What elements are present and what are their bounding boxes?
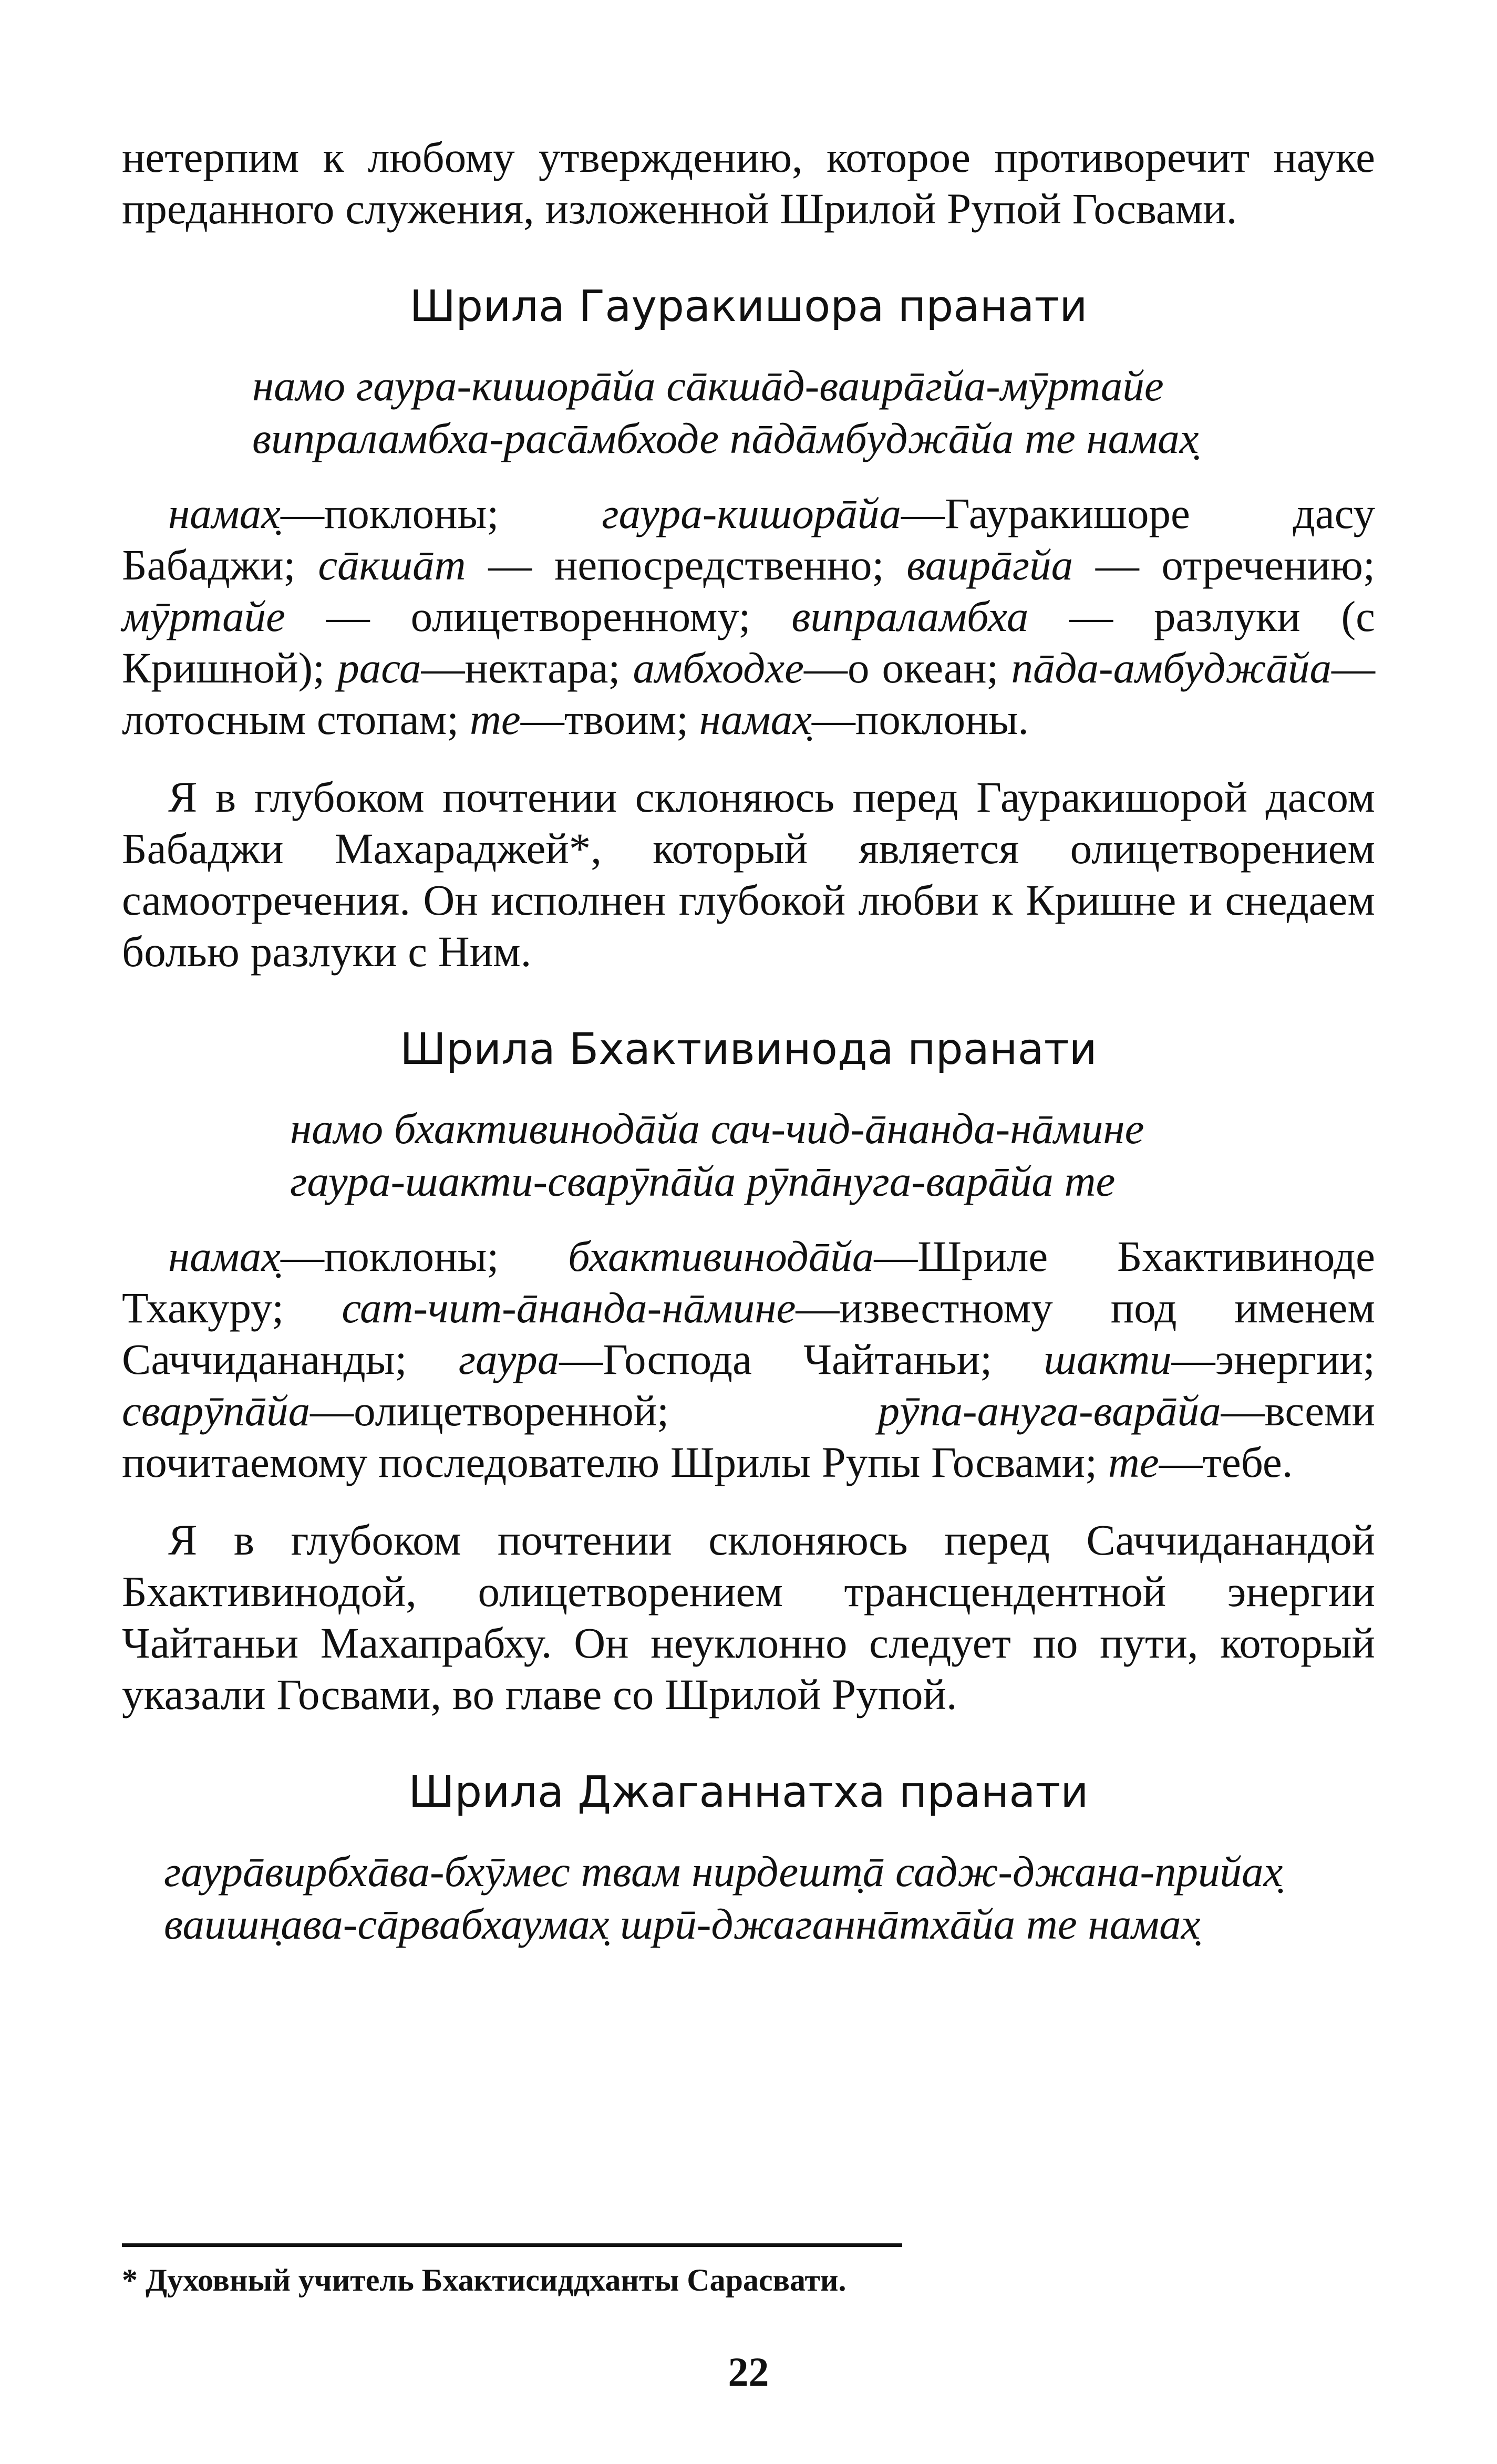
continued-paragraph: нетерпим к любому утверждению, которое противоречит науке преданного служения, изложенной Шрилой Рупой Госвами.	[122, 133, 1375, 233]
gloss-meaning: —Шриле Бхактивиноде Тхакуру;	[122, 1232, 1375, 1332]
section-heading-bhaktivinoda: Шрила Бхактивинода пранати	[400, 1024, 1097, 1074]
translation-bhaktivinoda: Я в глубоком почтении склоняюсь перед Саччиданандой Бхактивинодой, олицетворением трансцендентной энергии Чайтаньи Махапрабху. Он неуклонно следует по пути, который указали Госвами, во главе со Шрилой Рупой.	[122, 1516, 1375, 1718]
gloss-meaning: —о океан;	[803, 644, 1011, 692]
verse-line: намо бхактивинодāйа сач-чид-āнанда-нāмине	[290, 1104, 1144, 1153]
gloss-meaning: — олицетворенному;	[285, 592, 792, 640]
word-gloss-gaurakishora	[122, 488, 1375, 745]
gloss-meaning: —Господа Чайтаньи;	[559, 1335, 1044, 1383]
section-heading-gaurakishora: Шрила Гауракишора пранати	[409, 282, 1088, 332]
gloss-meaning: —всеми почитаемому последователю Шрилы Рупы Госвами;	[122, 1386, 1375, 1486]
footnote-rule	[122, 2243, 902, 2247]
gloss-term: сāкшāт	[318, 541, 466, 589]
footnote: * Духовный учитель Бхактисиддханты Сарасвати.	[122, 2263, 846, 2297]
verse-gaurakishora	[122, 359, 1375, 464]
gloss-term: ваирāгйа	[906, 541, 1073, 589]
gloss-meaning: —твоим;	[520, 695, 699, 743]
gloss-meaning: —тебе.	[1159, 1438, 1293, 1486]
gloss-term: те	[469, 695, 521, 743]
gloss-meaning: —олицетворенной;	[310, 1386, 878, 1435]
page-number: 22	[728, 2349, 769, 2395]
word-gloss-bhaktivinoda	[122, 1230, 1375, 1488]
gloss-meaning: — отречению;	[1073, 541, 1376, 589]
translation-gaurakishora: Я в глубоком почтении склоняюсь перед Гауракишорой дасом Бабаджи Махараджей*, который является олицетворением самоотречения. Он исполнен глубокой любви к Кришне и снедаем болью разлуки с Ним.	[122, 773, 1375, 976]
verse-jagannatha	[122, 1845, 1375, 1950]
gloss-term: мӯртайе	[122, 592, 286, 640]
gloss-term: раса	[337, 644, 421, 692]
gloss-meaning: —Гауракишоре дасу Бабаджи;	[122, 489, 1375, 589]
verse-line: ваишн̣ава-сāрвабхаумах̣ шрӣ-джаганнāтхāйа те намах̣	[164, 1900, 1201, 1948]
gloss-term: намах̣	[168, 489, 281, 537]
gloss-meaning: —известному под именем Саччидананды;	[122, 1283, 1375, 1383]
gloss-term: намах̣	[168, 1232, 281, 1280]
verse-line: випраламбха-расāмбходе пāдāмбуджāйа те намах̣	[252, 414, 1199, 462]
verse-line: гаура-шакти-сварӯпāйа рӯпāнуга-варāйа те	[290, 1157, 1116, 1205]
gloss-meaning: — разлуки (с Кришной);	[122, 592, 1375, 692]
gloss-meaning: —нектара;	[421, 644, 633, 692]
gloss-term: шакти	[1044, 1335, 1172, 1383]
page-body	[122, 131, 1375, 1950]
gloss-term: сат-чит-āнанда-нāмине	[342, 1283, 796, 1332]
gloss-meaning: — непосредственно;	[466, 541, 907, 589]
gloss-term: амбходхе	[633, 644, 804, 692]
gloss-term: намах̣	[699, 695, 812, 743]
gloss-meaning: —лотосным стопам;	[122, 644, 1375, 743]
verse-line: гаурāвирбхāва-бхӯмес твам нирдешт̣ā садж-джана-прийах̣	[164, 1847, 1283, 1896]
gloss-term: випраламбха	[791, 592, 1029, 640]
verse-bhaktivinoda	[122, 1102, 1375, 1207]
gloss-meaning: —энергии;	[1171, 1335, 1375, 1383]
gloss-term: гаура-кишорāйа	[602, 489, 901, 537]
verse-line: намо гаура-кишорāйа сāкшāд-ваирāгйа-мӯртайе	[252, 361, 1164, 410]
gloss-term: сварӯпāйа	[122, 1386, 311, 1435]
gloss-meaning: —поклоны.	[811, 695, 1029, 743]
gloss-meaning: —поклоны;	[280, 1232, 569, 1280]
gloss-meaning: —поклоны;	[280, 489, 602, 537]
gloss-term: гаура	[458, 1335, 560, 1383]
gloss-term: рӯпа-ануга-варāйа	[877, 1386, 1221, 1435]
section-heading-jagannatha: Шрила Джаганнатха пранати	[408, 1767, 1089, 1817]
gloss-term: пāда-амбуджāйа	[1011, 644, 1331, 692]
gloss-term: те	[1108, 1438, 1159, 1486]
gloss-term: бхактивинодāйа	[568, 1232, 874, 1280]
